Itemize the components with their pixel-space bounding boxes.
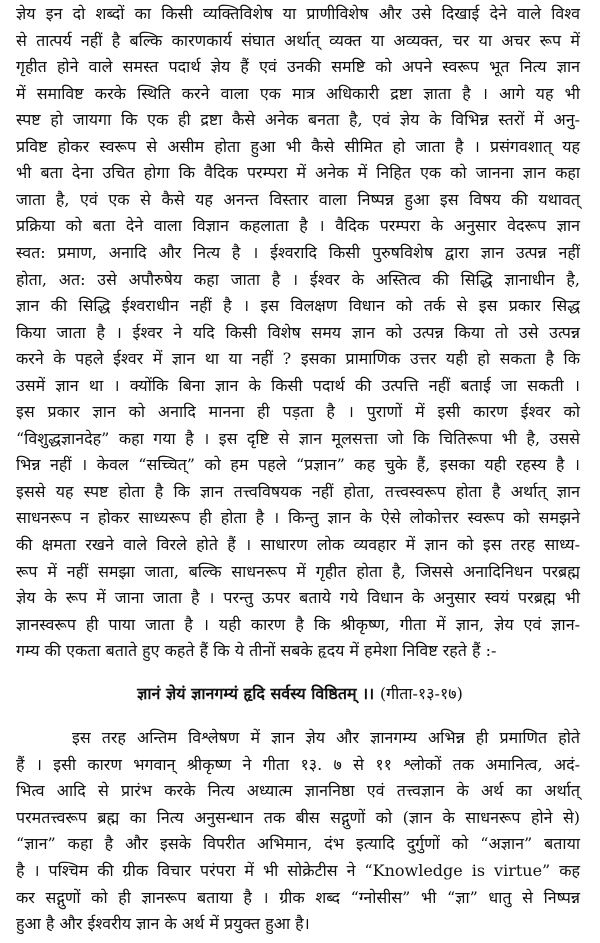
paragraph2-line: कर सद्गुणों को ही ज्ञानरूप बताया है । ग्रीक शब्द “ग्नोसीस” भी “ज्ञा” धातु से निष्पन्न bbox=[16, 887, 580, 907]
paragraph2-line: हुआ है और ईश्वरीय ज्ञान के अर्थ में प्रयुक्त हुआ है। bbox=[16, 914, 310, 934]
paragraph2-line: है । पश्चिम की ग्रीक विचार परंपरा में भी सोक्रेटीस ने “Knowledge is virtue” कह bbox=[16, 861, 580, 880]
paragraph1-line: करने के पहले ईश्वर में ज्ञान था या नहीं ? इसका प्रामाणिक उत्तर यही हो सकता है कि bbox=[16, 349, 580, 369]
paragraph1-line: भी बता देना उचित होगा कि वैदिक परम्परा में अनेक में निहित एक को जानना ज्ञान कहा bbox=[16, 163, 580, 183]
paragraph1-line: से तात्पर्य नहीं है बल्कि कारणकार्य संघात अर्थात् व्यक्त या अव्यक्त, चर या अचर रूप में bbox=[16, 30, 580, 50]
paragraph1-line: ज्ञेय इन दो शब्दों का किसी व्यक्तिविशेष या प्राणीविशेष और उसे दिखाई देने वाले विश्व bbox=[16, 4, 580, 23]
paragraph1-line: “विशुद्धज्ञानदेह” कहा गया है । इस दृष्टि से ज्ञान मूलसत्ता जो कि चितिरूपा भी है, उससे bbox=[16, 428, 580, 448]
paragraph1-line: ज्ञान की सिद्धि ईश्वराधीन नहीं है । इस विलक्षण विधान को तर्क से इस प्रकार सिद्ध bbox=[16, 296, 580, 316]
paragraph2-line: भित्व आदि से प्रारंभ करके नित्य अध्यात्म ज्ञाननिष्ठा एवं तत्त्वज्ञान के अर्थ का अर्थात् bbox=[16, 781, 580, 801]
paragraph1-line: जाता है, एवं एक से कैसे यह अनन्त विस्तार वाला निष्पन्न हुआ इस विषय की यथावत् bbox=[16, 189, 580, 209]
paragraph1-line: गृहीत होने वाले समस्त पदार्थ ज्ञेय हैं एवं उनकी समष्टि को अपने स्वरूप भूत नित्य ज्ञान bbox=[16, 57, 580, 77]
paragraph1-line: साधनरूप न होकर साध्यरूप ही होता है । किन्तु ज्ञान के ऐसे लोकोत्तर स्वरूप को समझने bbox=[16, 508, 580, 528]
paragraph2-line: “ज्ञान” कहा है और इसके विपरीत अभिमान, दंभ इत्यादि दुर्गुणों को “अज्ञान” बताया bbox=[16, 834, 580, 854]
paragraph1-line: में समाविष्ट करके स्थिति करने वाला एक मात्र अधिकारी द्रष्टा ज्ञाता है । आगे यह भी bbox=[16, 83, 580, 103]
paragraph1-line: गम्य की एकता बताते हुए कहते हैं कि ये तीनों सबके हृदय में हमेशा निविष्ट रहते हैं :- bbox=[16, 641, 497, 661]
paragraph1-line: प्रक्रिया को बता देने वाला विज्ञान कहलाता है । वैदिक परम्परा के अनुसार वेदरूप ज्ञान bbox=[16, 216, 580, 236]
paragraph1-line: इस प्रकार ज्ञान को अनादि मानना ही पड़ता है । पुराणों में इसी कारण ईश्वर को bbox=[16, 402, 580, 422]
paragraph2-line: इस तरह अन्तिम विश्लेषण में ज्ञान ज्ञेय और ज्ञानगम्य अभिन्न ही प्रमाणित होते bbox=[72, 728, 580, 747]
paragraph1-line: उसमें ज्ञान था । क्योंकि बिना ज्ञान के किसी पदार्थ की उत्पत्ति नहीं बताई जा सकती । bbox=[16, 375, 580, 395]
paragraph1-line: की क्षमता रखने वाले विरले होते हैं । साधारण लोक व्यवहार में ज्ञान को इस तरह साध्य- bbox=[16, 535, 580, 554]
paragraph2-line: हैं । इसी कारण भगवान् श्रीकृष्ण ने गीता १३. ७ से ११ श्लोकों तक अमानित्व, अदं- bbox=[16, 754, 580, 774]
paragraph1-line: होता, अत: उसे अपौरुषेय कहा जाता है । ईश्वर के अस्तित्व की सिद्धि ज्ञानाधीन है, bbox=[16, 269, 580, 289]
paragraph1-line: प्रविष्ट होकर स्वरूप से असीम होता हुआ भी कैसे सीमित हो जाता है । प्रसंगवशात् यह bbox=[16, 136, 580, 156]
verse-reference: (गीता-१३-१७) bbox=[379, 684, 463, 703]
paragraph1-line: किया जाता है । ईश्वर ने यदि किसी विशेष समय ज्ञान को उत्पन्न किया तो उसे उत्पन्न bbox=[16, 322, 580, 342]
verse-quote bbox=[0, 683, 600, 705]
paragraph1-line: ज्ञेय के रूप में जाना जाता है । परन्तु ऊपर बताये गये विधान के अनुसार स्वयं परब्रह्म भी bbox=[16, 588, 580, 608]
paragraph2-line: परमतत्त्वरूप ब्रह्म का नित्य अनुसन्धान तक बीस सद्गुणों को (ज्ञान के साधनरूप होने से) bbox=[16, 807, 580, 827]
paragraph1-line: इससे यह स्पष्ट होता है कि ज्ञान तत्त्वविषयक नहीं होता, तत्त्वस्वरूप होता है अर्थात् ज्ञान bbox=[16, 481, 580, 501]
verse-text: ज्ञानं ज्ञेयं ज्ञानगम्यं हृदि सर्वस्य विष्ठितम् ।। bbox=[137, 684, 375, 703]
paragraph1-line: स्पष्ट हो जायगा कि एक ही द्रष्टा कैसे अनेक बनता है, एवं ज्ञेय के विभिन्न स्तरों में अनु- bbox=[16, 110, 580, 130]
paragraph1-line: भिन्न नहीं । केवल “सच्चित्” को हम पहले “प्रज्ञान” कह चुके हैं, इसका यही रहस्य है । bbox=[16, 455, 580, 475]
paragraph1-line: ज्ञानस्वरूप ही पाया जाता है । यही कारण है कि श्रीकृष्ण, गीता में ज्ञान, ज्ञेय एवं ज्ञान- bbox=[16, 614, 580, 634]
paragraph1-line: स्वत: प्रमाण, अनादि और नित्य है । ईश्वरादि किसी पुरुषविशेष द्वारा ज्ञान उत्पन्न नहीं bbox=[16, 242, 580, 262]
paragraph1-line: रूप में नहीं समझा जाता, बल्कि साधनरूप में गृहीत होता है, जिससे अनादिनिधन परब्रह्म bbox=[16, 561, 580, 581]
